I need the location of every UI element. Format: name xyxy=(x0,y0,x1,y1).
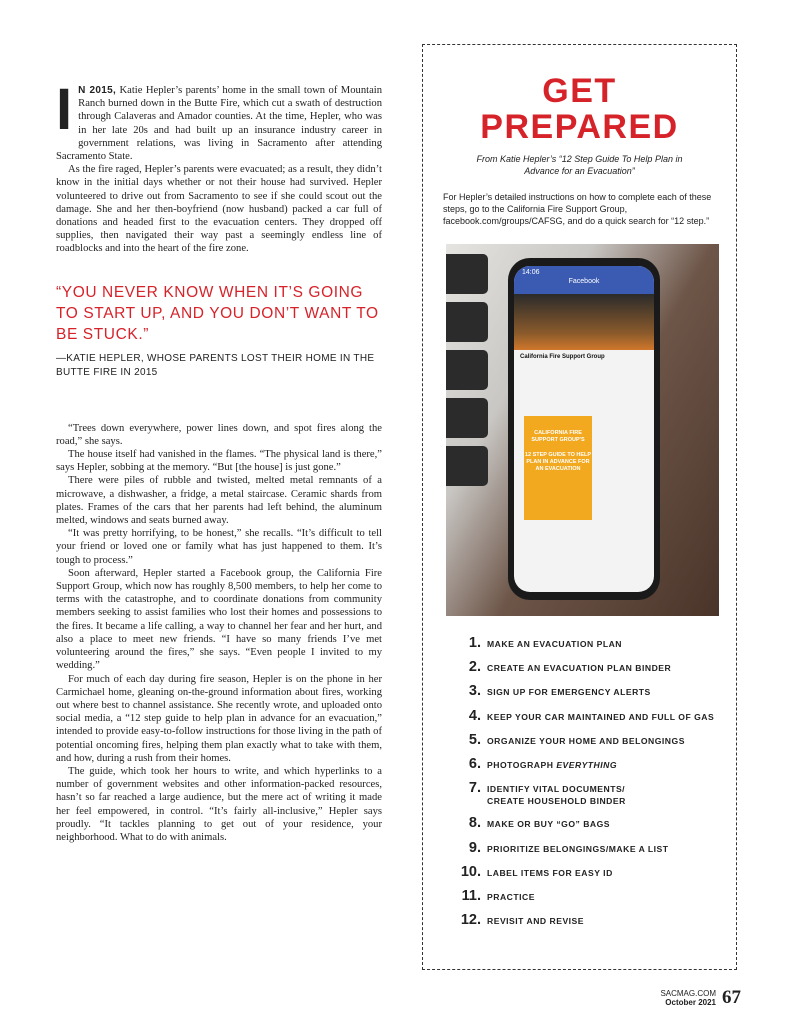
step-item xyxy=(457,840,727,856)
step-number: 2. xyxy=(468,659,481,676)
article-paragraph: The house itself had vanished in the flames. “The physical land is there,” says Hepler, sobbing at the memory. “But [the house] is just gone.” xyxy=(56,449,382,474)
step-text: LABEL ITEMS FOR EASY ID xyxy=(487,867,613,878)
article-paragraph: “Trees down everywhere, power lines down, and spot fires along the road,” she says. xyxy=(56,422,382,447)
step-item xyxy=(457,912,727,928)
step-item xyxy=(457,659,727,675)
keyboard-image xyxy=(446,244,506,616)
steps-list xyxy=(457,635,727,936)
sidebar-intro: For Hepler’s detailed instructions on how to complete each of these steps, go to the California Fire Support Group, facebook.com/groups/CAFSG, and do a quick search for “12 step.” xyxy=(443,192,712,226)
poster-main: 12 STEP GUIDE TO HELP PLAN IN ADVANCE FOR AN EVACUATION xyxy=(524,452,592,472)
step-text: PRACTICE xyxy=(487,891,535,902)
pull-quote-text: “YOU NEVER KNOW WHEN IT’S GOING TO START UP, AND YOU DON’T WANT TO BE STUCK.” xyxy=(56,283,379,343)
page-footer xyxy=(660,987,741,1009)
phone-screen xyxy=(514,266,654,592)
step-text: PRIORITIZE BELONGINGS/MAKE A LIST xyxy=(487,843,669,854)
sidebar-title-line1: GET xyxy=(542,72,617,110)
sidebar-subtitle: From Katie Hepler’s “12 Step Guide To Help Plan in Advance for an Evacuation” xyxy=(476,154,683,176)
step-text-line1: IDENTIFY VITAL DOCUMENTS/ xyxy=(487,784,626,795)
sidebar-title xyxy=(423,73,736,145)
step-number: 8. xyxy=(468,815,481,832)
step-text: MAKE AN EVACUATION PLAN xyxy=(487,639,622,649)
article-paragraph: Soon afterward, Hepler started a Facebook group, the California Fire Support Group, which now has roughly 8,500 members, to help her come to terms with the catastrophe, and to coordinate donations from community members seeking to assist families who lost their homes and possessions to the fires. It became a life calling, a way to channel her fear and her hurt, and also a place to meet new friends. “I have so many friends I’ve met volunteering around the fires,” she says. “Even people I invited to my wedding.” xyxy=(56,567,382,672)
step-item xyxy=(457,732,727,748)
step-text xyxy=(487,783,626,807)
step-number: 6. xyxy=(468,755,481,772)
step-text: CREATE AN EVACUATION PLAN BINDER xyxy=(487,663,672,674)
pull-quote-attribution: —KATIE HEPLER, WHOSE PARENTS LOST THEIR HOME IN THE BUTTE FIRE IN 2015 xyxy=(56,352,375,378)
sidebar-title-line2: PREPARED xyxy=(480,108,679,146)
phone-photo xyxy=(446,244,719,616)
step-item xyxy=(457,756,727,772)
step-number: 1. xyxy=(468,635,481,651)
step-text-line2: CREATE HOUSEHOLD BINDER xyxy=(487,796,626,807)
step-text: ORGANIZE YOUR HOME AND BELONGINGS xyxy=(487,735,685,746)
group-cover-photo xyxy=(514,294,654,350)
status-time: 14:06 xyxy=(522,269,540,276)
step-number: 10. xyxy=(460,863,481,880)
article-paragraph: As the fire raged, Hepler’s parents were evacuated; as a result, they didn’t know in the initial days whether or not their house had survived. Hepler volunteered to drive out from Sacramento to see if she could scout out the damage. She and her then-boyfriend (now husband) packed a car full of donations and headed first to the evacuation centers. They dropped off supplies, then navigated their way past a seemingly endless line of roadblocks and into the heart of the fire zone. xyxy=(56,164,382,255)
step-number: 3. xyxy=(468,683,481,700)
guide-poster xyxy=(524,416,592,520)
step-text: MAKE OR BUY “GO” BAGS xyxy=(487,819,611,830)
smartphone xyxy=(508,258,660,600)
step-text-main: PHOTOGRAPH xyxy=(487,759,554,770)
step-number: 12. xyxy=(460,912,481,929)
step-text: KEEP YOUR CAR MAINTAINED AND FULL OF GAS xyxy=(487,711,715,722)
group-name: California Fire Support Group xyxy=(520,354,605,360)
pull-quote xyxy=(56,282,382,380)
facebook-header xyxy=(514,266,654,294)
step-number: 11. xyxy=(461,887,481,904)
step-item xyxy=(457,888,727,904)
step-text: SIGN UP FOR EMERGENCY ALERTS xyxy=(487,687,651,698)
article-column xyxy=(56,77,383,844)
step-item xyxy=(457,683,727,699)
step-item xyxy=(457,708,727,724)
paragraph-text: Katie Hepler’s parents’ home in the small town of Mountain Ranch burned down in the Butte Fire, which cut a swath of destruction through Calaveras and Amador counties. At the time, Hepler, who was in her late 20s and had built up an insurance industry career in government relations, was living in Sacramento after attending Sacramento State. xyxy=(56,85,383,163)
article-paragraph: For much of each day during fire season, Hepler is on the phone in her Carmichael home, gleaning on-the-ground information about fires, working out where best to channel assistance. She recently wrote, and uploaded onto social media, a “12 step guide to help plan in advance for an evacuation,” intended to provide easy-to-follow instructions for those living in the path of potential oncoming fires, helping them plan exactly what to take with them, and how, during a rush from their homes. xyxy=(56,673,382,764)
drop-cap: I xyxy=(56,77,73,142)
step-item xyxy=(457,864,727,880)
page-number: 67 xyxy=(722,987,741,1008)
footer-meta xyxy=(660,989,716,1007)
footer-site: SACMAG.COM xyxy=(660,989,716,998)
article-paragraph: There were piles of rubble and twisted, melted metal remnants of a microwave, a dishwasher, a fridge, a metal staircase. Ceramic shards from plates. Frames of the cars that her parents had left behind, the aluminum melted, windows and seats burned away. xyxy=(56,475,382,527)
step-number: 7. xyxy=(468,780,481,797)
step-text-emphasis: EVERYTHING xyxy=(556,759,618,770)
step-text xyxy=(487,759,617,771)
lead-in: N 2015, xyxy=(78,85,117,96)
step-number: 9. xyxy=(468,839,481,856)
poster-title: CALIFORNIA FIRE SUPPORT GROUP'S xyxy=(531,430,585,443)
step-number: 5. xyxy=(468,731,481,748)
facebook-title: Facebook xyxy=(568,278,600,285)
step-item xyxy=(457,635,727,651)
article-paragraph: The guide, which took her hours to write, and which hyperlinks to a number of government websites and other information-packed resources, hasn’t so far reached a large audience, but the mere act of writing it made her feel empowered, in control. “It’s fairly all-inclusive,” Hepler says proudly. “It tackles planning to get out of your residence, your neighborhood. What to do with animals. xyxy=(56,765,382,843)
step-item xyxy=(457,815,727,831)
article-paragraph: “It was pretty horrifying, to be honest,” she recalls. “It’s difficult to tell your friend or loved one or family what has just happened to them. It’s tough to process.” xyxy=(56,528,382,566)
step-item xyxy=(457,780,727,807)
get-prepared-sidebar xyxy=(422,44,737,970)
footer-issue: October 2021 xyxy=(665,998,716,1007)
step-text: REVISIT AND REVISE xyxy=(487,916,585,927)
article-paragraph xyxy=(56,77,383,163)
step-number: 4. xyxy=(468,707,481,724)
